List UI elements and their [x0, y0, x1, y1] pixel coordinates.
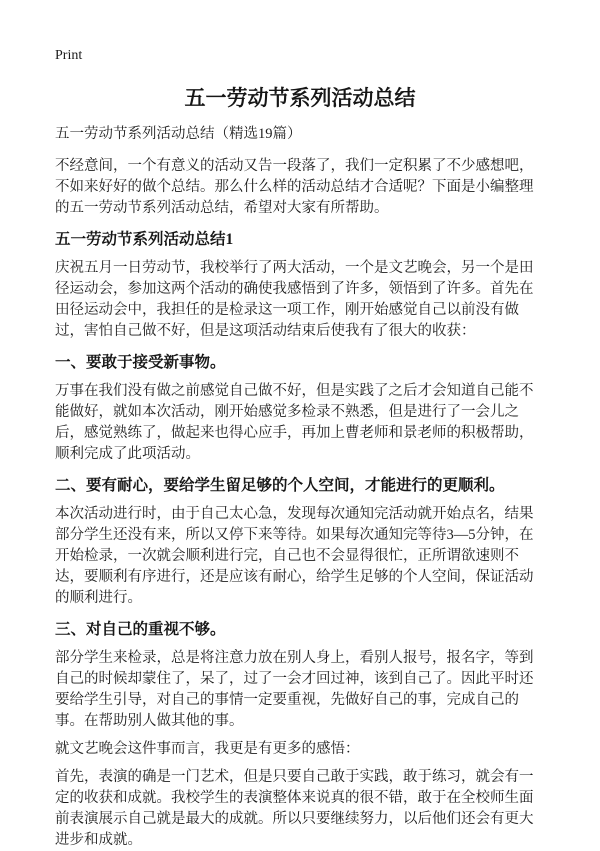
body-paragraph: 本次活动进行时，由于自己太心急，发现每次通知完活动就开始点名，结果部分学生还没有来，所以又停下来等待。如果每次通知完等待3—5分钟，在开始检录，一次就会顺利进行完，自己也不会显得很忙，正所谓欲速则不达，要顺利有序进行，还是应该有耐心，给学生足够的个人空间，保证活动的顺利进行。	[55, 506, 534, 606]
section-heading: 二、要有耐心，要给学生留足够的个人空间，才能进行的更顺利。	[55, 477, 505, 494]
page-subtitle: 五一劳动节系列活动总结（精选19篇）	[55, 126, 302, 142]
section-heading: 三、对自己的重视不够。	[55, 621, 226, 638]
body-paragraph: 就文艺晚会这件事而言，我更是有更多的感悟：	[55, 741, 360, 757]
body-paragraph: 不经意间，一个有意义的活动又告一段落了，我们一定积累了不少感想吧，不如来好好的做个总结。那么什么样的活动总结才合适呢？下面是小编整理的五一劳动节系列活动总结，希望对大家有所帮助。	[55, 158, 534, 216]
section-heading: 一、要敢于接受新事物。	[55, 354, 226, 371]
section-heading: 五一劳动节系列活动总结1	[55, 231, 234, 248]
body-paragraph: 庆祝五月一日劳动节，我校举行了两大活动，一个是文艺晚会，另一个是田径运动会，参加这两个活动的确使我感悟到了许多，领悟到了许多。首先在田径运动会中，我担任的是检录这一项工作，刚开始感觉自己以前没有做过，害怕自己做不好，但是这项活动结束后使我有了很大的收获：	[55, 260, 534, 339]
print-button[interactable]: Print	[55, 48, 83, 63]
body-paragraph: 首先，表演的确是一门艺术，但是只要自己敢于实践，敢于练习，就会有一定的收获和成就。我校学生的表演整体来说真的很不错，敢于在全校师生面前表演展示自己就是最大的成就。所以只要继续努力，以后他们还会有更大进步和成就。	[55, 769, 534, 848]
body-paragraph: 部分学生来检录，总是将注意力放在别人身上，看别人报号，报名字，等到自己的时候却蒙住了，呆了，过了一会才回过神，该到自己了。因此平时还要给学生引导，对自己的事情一定要重视，先做好自己的事，完成自己的事。在帮助别人做其他的事。	[55, 650, 534, 729]
body-paragraph: 万事在我们没有做之前感觉自己做不好，但是实践了之后才会知道自己能不能做好，就如本次活动，刚开始感觉多检录不熟悉，但是进行了一会儿之后，感觉熟练了，做起来也得心应手，再加上曹老师和景老师的积极帮助，顺利完成了此项活动。	[55, 383, 534, 462]
page-title: 五一劳动节系列活动总结	[184, 86, 416, 110]
